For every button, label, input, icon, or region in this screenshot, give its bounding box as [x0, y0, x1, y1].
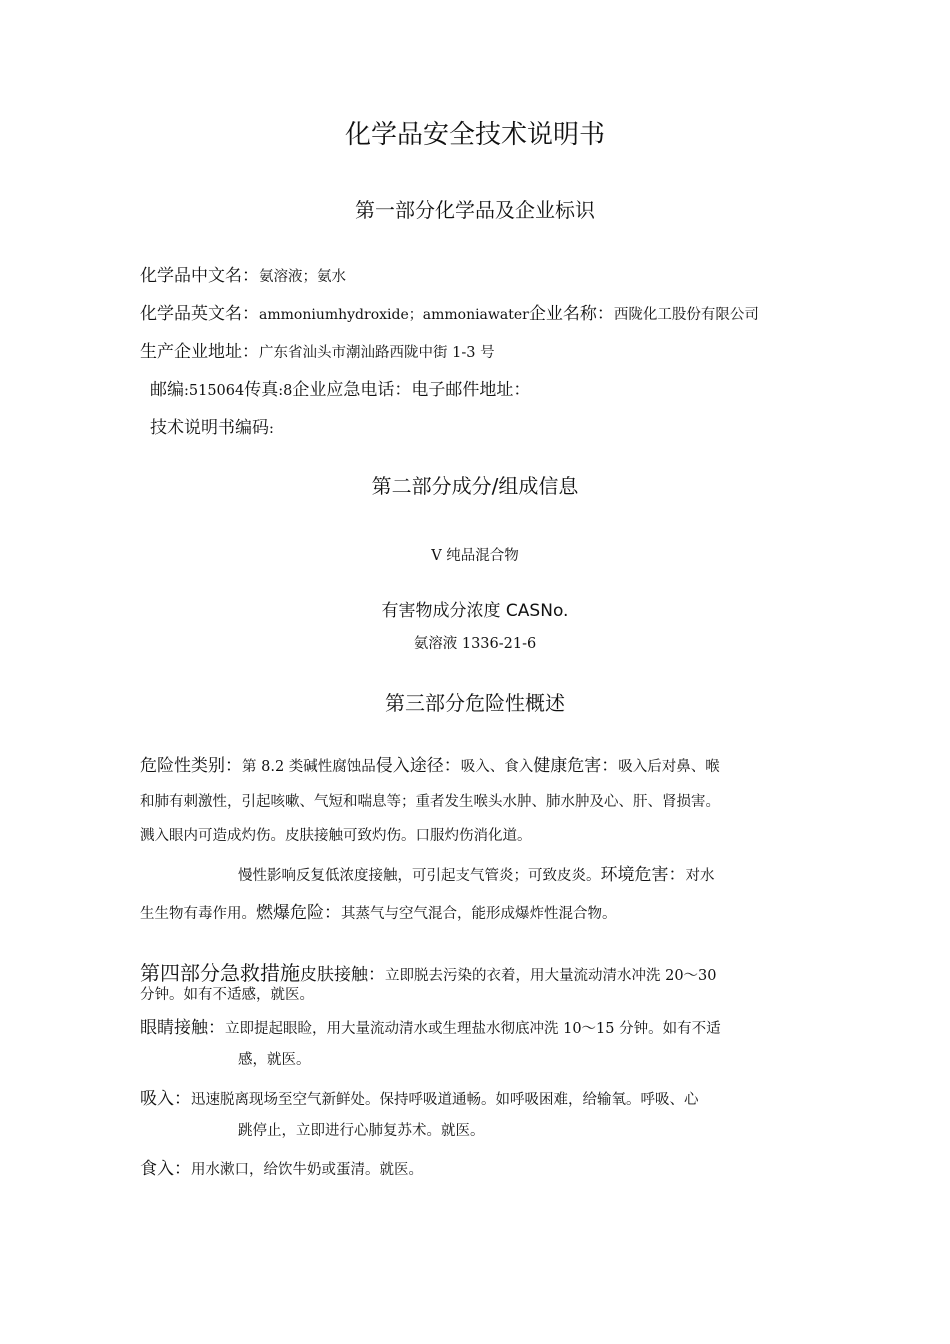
health-value-1: 吸入后对鼻、喉: [618, 759, 720, 775]
route-value: 吸入、食入: [460, 759, 534, 775]
env-label: 环境危害：: [600, 865, 686, 885]
part2-heading: 第二部分成分/组成信息: [371, 474, 579, 498]
part3-heading: 第三部分危险性概述: [385, 691, 565, 715]
address-value: 广东省汕头市潮汕路西陇中街 1-3 号: [259, 345, 495, 361]
document-title: 化学品安全技术说明书: [344, 120, 605, 150]
part1-heading: 第一部分化学品及企业标识: [355, 198, 595, 222]
ingest-row: [140, 1154, 423, 1179]
cn-name-label: 化学品中文名：: [140, 266, 259, 286]
env-value-1: 对水: [685, 868, 715, 884]
composition-table-header: 有害物成分浓度 CASNo.: [381, 601, 569, 621]
inhale-value-2: 跳停止，立即进行心肺复苏术。就医。: [238, 1123, 485, 1139]
eye-row: [140, 1013, 721, 1038]
fire-row: [140, 898, 617, 923]
hazard-value: 第 8.2 类碱性腐蚀品: [242, 759, 376, 775]
health-value-3: 溅入眼内可造成灼伤。皮肤接触可致灼伤。口服灼伤消化道。: [140, 828, 532, 844]
company-value: 西陇化工股份有限公司: [613, 307, 759, 323]
spec-code-row: [150, 413, 274, 438]
part4-heading: 第四部分急救措施: [140, 961, 300, 985]
postcode-value: :515064: [184, 383, 245, 399]
skin-label: 皮肤接触：: [300, 965, 385, 985]
fire-label: 燃爆危险：: [256, 903, 341, 923]
chronic-row: [238, 860, 715, 885]
chronic-value: 慢性影响反复低浓度接触，可引起支气管炎；可致皮炎。: [238, 868, 601, 884]
eye-value-2: 感，就医。: [238, 1052, 311, 1068]
skin-value-1: 立即脱去污染的衣着，用大量流动清水冲洗 20〜30: [385, 968, 717, 984]
postcode-label: 邮编: [150, 380, 184, 400]
composition-type: V 纯品混合物: [431, 548, 519, 564]
fire-value: 其蒸气与空气混合，能形成爆炸性混合物。: [341, 906, 617, 922]
ingest-value: 用水漱口，给饮牛奶或蛋清。就医。: [191, 1162, 423, 1178]
spec-code-value: :: [269, 421, 274, 437]
cn-name-row: [140, 261, 346, 286]
inhale-value-1: 迅速脱离现场至空气新鲜处。保持呼吸道通畅。如呼吸困难，给输氧。呼吸、心: [191, 1092, 699, 1108]
company-label: 企业名称：: [528, 304, 614, 324]
env-value-2: 生生物有毒作用。: [140, 906, 256, 922]
route-label: 侵入途径：: [375, 756, 461, 776]
skin-value-2: 分钟。如有不适感，就医。: [140, 987, 314, 1003]
en-name-value: ammoniumhydroxide；ammoniawater: [259, 307, 529, 323]
part4-skin-row: [140, 957, 717, 986]
inhale-row: [140, 1084, 699, 1109]
hazard-row: [140, 751, 720, 776]
ingest-label: 食入：: [140, 1159, 191, 1179]
eye-value-1: 立即提起眼睑，用大量流动清水或生理盐水彻底冲洗 10〜15 分钟。如有不适: [225, 1021, 721, 1037]
fax-value: :8: [278, 383, 293, 399]
address-label: 生产企业地址：: [140, 342, 259, 362]
eye-label: 眼睛接触：: [140, 1018, 225, 1038]
cn-name-value: 氨溶液；氨水: [259, 269, 346, 285]
inhale-label: 吸入：: [140, 1089, 191, 1109]
emergency-contact-label: 企业应急电话：电子邮件地址：: [292, 380, 531, 400]
health-label: 健康危害：: [533, 756, 619, 776]
health-value-2: 和肺有刺激性，引起咳嗽、气短和喘息等；重者发生喉头水肿、肺水肿及心、肝、肾损害。: [140, 794, 720, 810]
fax-label: 传真: [244, 380, 279, 400]
contact-row: [150, 375, 530, 400]
address-row: [140, 337, 495, 362]
composition-table-row: 氨溶液 1336-21-6: [413, 636, 537, 652]
en-name-label: 化学品英文名：: [140, 304, 259, 324]
en-name-row: [140, 299, 759, 324]
spec-code-label: 技术说明书编码: [150, 418, 269, 438]
hazard-label: 危险性类别：: [140, 756, 242, 776]
